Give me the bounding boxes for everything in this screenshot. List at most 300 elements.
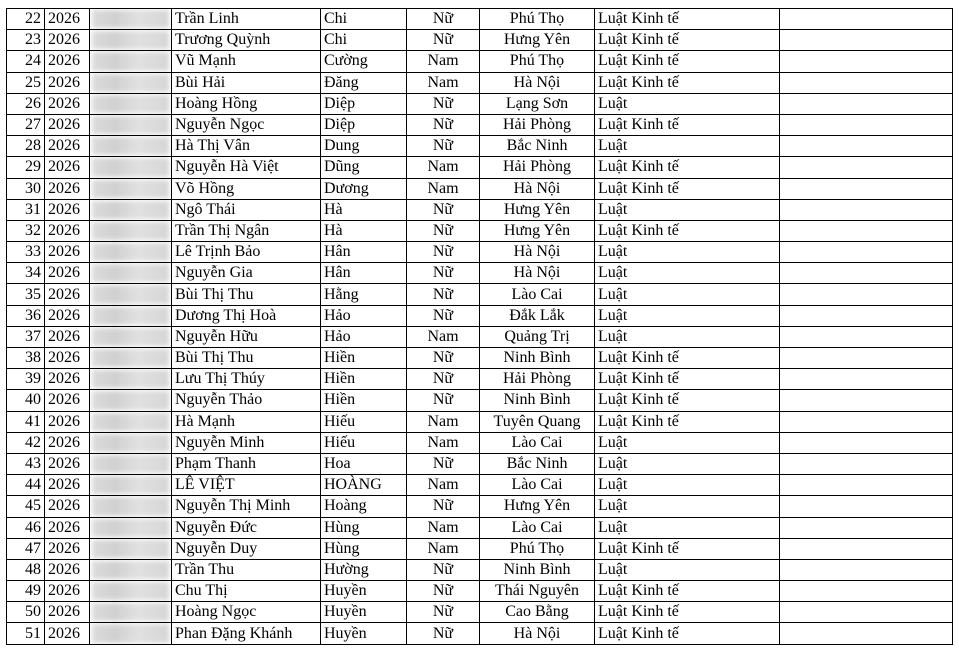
hometown-province: Ninh Bình	[480, 559, 595, 580]
hometown-province: Lào Cai	[480, 284, 595, 305]
redaction-blur	[92, 476, 169, 494]
surname-middle-name: Bùi Thị Thu	[172, 284, 321, 305]
major: Luật	[595, 93, 780, 114]
surname-middle-name: Bùi Thị Thu	[172, 348, 321, 369]
cohort-year: 2026	[45, 432, 90, 453]
row-number: 40	[7, 390, 45, 411]
redaction-blur	[92, 413, 169, 431]
table-row	[7, 517, 953, 538]
gender: Nữ	[407, 559, 480, 580]
redaction-blur	[92, 370, 169, 388]
major: Luật Kinh tế	[595, 623, 780, 644]
table-row	[7, 199, 953, 220]
major: Luật	[595, 199, 780, 220]
redacted-student-id	[90, 157, 172, 178]
row-number: 33	[7, 242, 45, 263]
row-number: 45	[7, 496, 45, 517]
redaction-blur	[92, 497, 169, 515]
table-row	[7, 475, 953, 496]
gender: Nữ	[407, 453, 480, 474]
redaction-blur	[92, 31, 169, 49]
cohort-year: 2026	[45, 51, 90, 72]
major: Luật Kinh tế	[595, 30, 780, 51]
hometown-province: Ninh Bình	[480, 348, 595, 369]
given-name: Hùng	[321, 538, 407, 559]
surname-middle-name: Trần Thị Ngân	[172, 220, 321, 241]
gender: Nam	[407, 411, 480, 432]
row-number: 25	[7, 72, 45, 93]
redacted-student-id	[90, 242, 172, 263]
cohort-year: 2026	[45, 93, 90, 114]
hometown-province: Hưng Yên	[480, 199, 595, 220]
given-name: Hà	[321, 220, 407, 241]
surname-middle-name: Trương Quỳnh	[172, 30, 321, 51]
row-number: 31	[7, 199, 45, 220]
cohort-year: 2026	[45, 390, 90, 411]
redaction-blur	[92, 328, 169, 346]
row-number: 26	[7, 93, 45, 114]
row-number: 42	[7, 432, 45, 453]
table-row	[7, 538, 953, 559]
empty-cell	[780, 602, 953, 623]
given-name: Hoa	[321, 453, 407, 474]
gender: Nam	[407, 517, 480, 538]
row-number: 22	[7, 9, 45, 30]
major: Luật Kinh tế	[595, 114, 780, 135]
hometown-province: Phú Thọ	[480, 9, 595, 30]
redacted-student-id	[90, 581, 172, 602]
table-row	[7, 602, 953, 623]
table-row	[7, 178, 953, 199]
gender: Nữ	[407, 9, 480, 30]
major: Luật	[595, 263, 780, 284]
redaction-blur	[92, 624, 169, 642]
given-name: Dương	[321, 178, 407, 199]
major: Luật Kinh tế	[595, 602, 780, 623]
table-row	[7, 559, 953, 580]
redaction-blur	[92, 52, 169, 70]
redaction-blur	[92, 74, 169, 92]
row-number: 35	[7, 284, 45, 305]
surname-middle-name: Nguyễn Duy	[172, 538, 321, 559]
given-name: Hiếu	[321, 432, 407, 453]
redaction-blur	[92, 434, 169, 452]
table-row	[7, 263, 953, 284]
gender: Nam	[407, 538, 480, 559]
redacted-student-id	[90, 348, 172, 369]
hometown-province: Bắc Ninh	[480, 136, 595, 157]
empty-cell	[780, 369, 953, 390]
row-number: 24	[7, 51, 45, 72]
cohort-year: 2026	[45, 496, 90, 517]
major: Luật	[595, 475, 780, 496]
redaction-blur	[92, 285, 169, 303]
major: Luật	[595, 517, 780, 538]
cohort-year: 2026	[45, 559, 90, 580]
cohort-year: 2026	[45, 263, 90, 284]
table-row	[7, 369, 953, 390]
major: Luật Kinh tế	[595, 390, 780, 411]
given-name: Hân	[321, 263, 407, 284]
redaction-blur	[92, 561, 169, 579]
gender: Nữ	[407, 242, 480, 263]
given-name: Huyền	[321, 602, 407, 623]
hometown-province: Hưng Yên	[480, 220, 595, 241]
given-name: Hảo	[321, 305, 407, 326]
major: Luật	[595, 305, 780, 326]
cohort-year: 2026	[45, 538, 90, 559]
surname-middle-name: Nguyễn Gia	[172, 263, 321, 284]
cohort-year: 2026	[45, 199, 90, 220]
row-number: 29	[7, 157, 45, 178]
hometown-province: Tuyên Quang	[480, 411, 595, 432]
row-number: 37	[7, 326, 45, 347]
cohort-year: 2026	[45, 517, 90, 538]
cohort-year: 2026	[45, 326, 90, 347]
redaction-blur	[92, 201, 169, 219]
major: Luật Kinh tế	[595, 220, 780, 241]
gender: Nam	[407, 326, 480, 347]
major: Luật Kinh tế	[595, 51, 780, 72]
surname-middle-name: Bùi Hải	[172, 72, 321, 93]
surname-middle-name: LÊ VIỆT	[172, 475, 321, 496]
redaction-blur	[92, 116, 169, 134]
redacted-student-id	[90, 432, 172, 453]
given-name: Đăng	[321, 72, 407, 93]
given-name: Cường	[321, 51, 407, 72]
redacted-student-id	[90, 305, 172, 326]
cohort-year: 2026	[45, 348, 90, 369]
cohort-year: 2026	[45, 242, 90, 263]
hometown-province: Phú Thọ	[480, 538, 595, 559]
cohort-year: 2026	[45, 136, 90, 157]
surname-middle-name: Nguyễn Hữu	[172, 326, 321, 347]
redacted-student-id	[90, 178, 172, 199]
redaction-blur	[92, 391, 169, 409]
empty-cell	[780, 348, 953, 369]
hometown-province: Lào Cai	[480, 475, 595, 496]
redacted-student-id	[90, 496, 172, 517]
empty-cell	[780, 538, 953, 559]
redaction-blur	[92, 95, 169, 113]
redacted-student-id	[90, 93, 172, 114]
empty-cell	[780, 242, 953, 263]
major: Luật Kinh tế	[595, 348, 780, 369]
surname-middle-name: Nguyễn Thị Minh	[172, 496, 321, 517]
redaction-blur	[92, 243, 169, 261]
surname-middle-name: Phan Đặng Khánh	[172, 623, 321, 644]
row-number: 49	[7, 581, 45, 602]
empty-cell	[780, 559, 953, 580]
cohort-year: 2026	[45, 9, 90, 30]
redaction-blur	[92, 455, 169, 473]
major: Luật Kinh tế	[595, 72, 780, 93]
row-number: 46	[7, 517, 45, 538]
redaction-blur	[92, 10, 169, 28]
gender: Nữ	[407, 390, 480, 411]
given-name: Hoàng	[321, 496, 407, 517]
given-name: Hiền	[321, 390, 407, 411]
gender: Nữ	[407, 369, 480, 390]
empty-cell	[780, 72, 953, 93]
major: Luật	[595, 496, 780, 517]
surname-middle-name: Phạm Thanh	[172, 453, 321, 474]
table-row	[7, 623, 953, 644]
hometown-province: Lào Cai	[480, 432, 595, 453]
given-name: Dung	[321, 136, 407, 157]
redacted-student-id	[90, 199, 172, 220]
major: Luật Kinh tế	[595, 178, 780, 199]
cohort-year: 2026	[45, 157, 90, 178]
row-number: 50	[7, 602, 45, 623]
redacted-student-id	[90, 538, 172, 559]
empty-cell	[780, 9, 953, 30]
redacted-student-id	[90, 390, 172, 411]
gender: Nữ	[407, 348, 480, 369]
surname-middle-name: Dương Thị Hoà	[172, 305, 321, 326]
major: Luật	[595, 284, 780, 305]
empty-cell	[780, 496, 953, 517]
hometown-province: Đắk Lắk	[480, 305, 595, 326]
hometown-province: Hưng Yên	[480, 30, 595, 51]
empty-cell	[780, 30, 953, 51]
empty-cell	[780, 432, 953, 453]
table-row	[7, 220, 953, 241]
empty-cell	[780, 517, 953, 538]
hometown-province: Hưng Yên	[480, 496, 595, 517]
row-number: 28	[7, 136, 45, 157]
hometown-province: Hà Nội	[480, 72, 595, 93]
major: Luật Kinh tế	[595, 538, 780, 559]
redacted-student-id	[90, 369, 172, 390]
hometown-province: Hà Nội	[480, 242, 595, 263]
redacted-student-id	[90, 559, 172, 580]
surname-middle-name: Trần Linh	[172, 9, 321, 30]
redacted-student-id	[90, 220, 172, 241]
row-number: 32	[7, 220, 45, 241]
cohort-year: 2026	[45, 581, 90, 602]
major: Luật	[595, 136, 780, 157]
redaction-blur	[92, 307, 169, 325]
given-name: Hằng	[321, 284, 407, 305]
given-name: HOÀNG	[321, 475, 407, 496]
gender: Nữ	[407, 30, 480, 51]
row-number: 30	[7, 178, 45, 199]
hometown-province: Hải Phòng	[480, 369, 595, 390]
row-number: 44	[7, 475, 45, 496]
cohort-year: 2026	[45, 411, 90, 432]
redacted-student-id	[90, 263, 172, 284]
surname-middle-name: Nguyễn Ngọc	[172, 114, 321, 135]
surname-middle-name: Hoàng Ngọc	[172, 602, 321, 623]
row-number: 48	[7, 559, 45, 580]
redaction-blur	[92, 582, 169, 600]
empty-cell	[780, 411, 953, 432]
cohort-year: 2026	[45, 30, 90, 51]
student-list-table	[6, 8, 953, 645]
cohort-year: 2026	[45, 284, 90, 305]
major: Luật	[595, 326, 780, 347]
cohort-year: 2026	[45, 369, 90, 390]
table-row	[7, 581, 953, 602]
surname-middle-name: Nguyễn Đức	[172, 517, 321, 538]
gender: Nữ	[407, 496, 480, 517]
gender: Nam	[407, 72, 480, 93]
table-row	[7, 390, 953, 411]
redacted-student-id	[90, 602, 172, 623]
given-name: Hà	[321, 199, 407, 220]
empty-cell	[780, 199, 953, 220]
empty-cell	[780, 453, 953, 474]
empty-cell	[780, 51, 953, 72]
cohort-year: 2026	[45, 602, 90, 623]
major: Luật	[595, 432, 780, 453]
empty-cell	[780, 93, 953, 114]
gender: Nữ	[407, 93, 480, 114]
table-row	[7, 136, 953, 157]
hometown-province: Quảng Trị	[480, 326, 595, 347]
table-row	[7, 432, 953, 453]
gender: Nữ	[407, 602, 480, 623]
row-number: 38	[7, 348, 45, 369]
empty-cell	[780, 305, 953, 326]
hometown-province: Thái Nguyên	[480, 581, 595, 602]
given-name: Hùng	[321, 517, 407, 538]
row-number: 23	[7, 30, 45, 51]
gender: Nam	[407, 157, 480, 178]
major: Luật Kinh tế	[595, 9, 780, 30]
given-name: Chi	[321, 9, 407, 30]
cohort-year: 2026	[45, 178, 90, 199]
redaction-blur	[92, 264, 169, 282]
redacted-student-id	[90, 411, 172, 432]
given-name: Hường	[321, 559, 407, 580]
surname-middle-name: Võ Hồng	[172, 178, 321, 199]
given-name: Huyền	[321, 581, 407, 602]
redaction-blur	[92, 349, 169, 367]
hometown-province: Hà Nội	[480, 623, 595, 644]
hometown-province: Lạng Sơn	[480, 93, 595, 114]
surname-middle-name: Nguyễn Hà Việt	[172, 157, 321, 178]
major: Luật Kinh tế	[595, 157, 780, 178]
given-name: Dũng	[321, 157, 407, 178]
major: Luật Kinh tế	[595, 411, 780, 432]
redacted-student-id	[90, 72, 172, 93]
cohort-year: 2026	[45, 72, 90, 93]
redacted-student-id	[90, 517, 172, 538]
row-number: 43	[7, 453, 45, 474]
redaction-blur	[92, 158, 169, 176]
redaction-blur	[92, 519, 169, 537]
row-number: 51	[7, 623, 45, 644]
gender: Nam	[407, 51, 480, 72]
table-row	[7, 326, 953, 347]
empty-cell	[780, 220, 953, 241]
empty-cell	[780, 326, 953, 347]
given-name: Hảo	[321, 326, 407, 347]
hometown-province: Hải Phòng	[480, 157, 595, 178]
hometown-province: Hải Phòng	[480, 114, 595, 135]
empty-cell	[780, 178, 953, 199]
surname-middle-name: Chu Thị	[172, 581, 321, 602]
empty-cell	[780, 623, 953, 644]
gender: Nữ	[407, 114, 480, 135]
gender: Nam	[407, 178, 480, 199]
hometown-province: Hà Nội	[480, 178, 595, 199]
gender: Nữ	[407, 263, 480, 284]
given-name: Chi	[321, 30, 407, 51]
redacted-student-id	[90, 284, 172, 305]
surname-middle-name: Hà Mạnh	[172, 411, 321, 432]
gender: Nữ	[407, 581, 480, 602]
hometown-province: Ninh Bình	[480, 390, 595, 411]
redaction-blur	[92, 540, 169, 558]
surname-middle-name: Hoàng Hồng	[172, 93, 321, 114]
gender: Nam	[407, 475, 480, 496]
cohort-year: 2026	[45, 475, 90, 496]
hometown-province: Hà Nội	[480, 263, 595, 284]
table-row	[7, 284, 953, 305]
major: Luật	[595, 242, 780, 263]
cohort-year: 2026	[45, 220, 90, 241]
row-number: 27	[7, 114, 45, 135]
surname-middle-name: Nguyễn Thảo	[172, 390, 321, 411]
hometown-province: Cao Bằng	[480, 602, 595, 623]
major: Luật	[595, 453, 780, 474]
surname-middle-name: Vũ Mạnh	[172, 51, 321, 72]
major: Luật Kinh tế	[595, 369, 780, 390]
empty-cell	[780, 284, 953, 305]
row-number: 47	[7, 538, 45, 559]
given-name: Diệp	[321, 93, 407, 114]
row-number: 41	[7, 411, 45, 432]
redacted-student-id	[90, 136, 172, 157]
redacted-student-id	[90, 51, 172, 72]
surname-middle-name: Lưu Thị Thúy	[172, 369, 321, 390]
row-number: 34	[7, 263, 45, 284]
empty-cell	[780, 390, 953, 411]
cohort-year: 2026	[45, 453, 90, 474]
empty-cell	[780, 581, 953, 602]
table-row	[7, 411, 953, 432]
empty-cell	[780, 263, 953, 284]
table-row	[7, 9, 953, 30]
redacted-student-id	[90, 9, 172, 30]
surname-middle-name: Trần Thu	[172, 559, 321, 580]
redacted-student-id	[90, 453, 172, 474]
redacted-student-id	[90, 114, 172, 135]
redacted-student-id	[90, 623, 172, 644]
redaction-blur	[92, 137, 169, 155]
surname-middle-name: Lê Trịnh Bảo	[172, 242, 321, 263]
hometown-province: Bắc Ninh	[480, 453, 595, 474]
empty-cell	[780, 114, 953, 135]
redacted-student-id	[90, 30, 172, 51]
given-name: Hiền	[321, 348, 407, 369]
gender: Nữ	[407, 136, 480, 157]
table-row	[7, 242, 953, 263]
table-row	[7, 51, 953, 72]
surname-middle-name: Nguyễn Minh	[172, 432, 321, 453]
table-row	[7, 305, 953, 326]
redacted-student-id	[90, 326, 172, 347]
hometown-province: Lào Cai	[480, 517, 595, 538]
table-row	[7, 157, 953, 178]
table-row	[7, 114, 953, 135]
redaction-blur	[92, 180, 169, 198]
empty-cell	[780, 157, 953, 178]
redaction-blur	[92, 222, 169, 240]
